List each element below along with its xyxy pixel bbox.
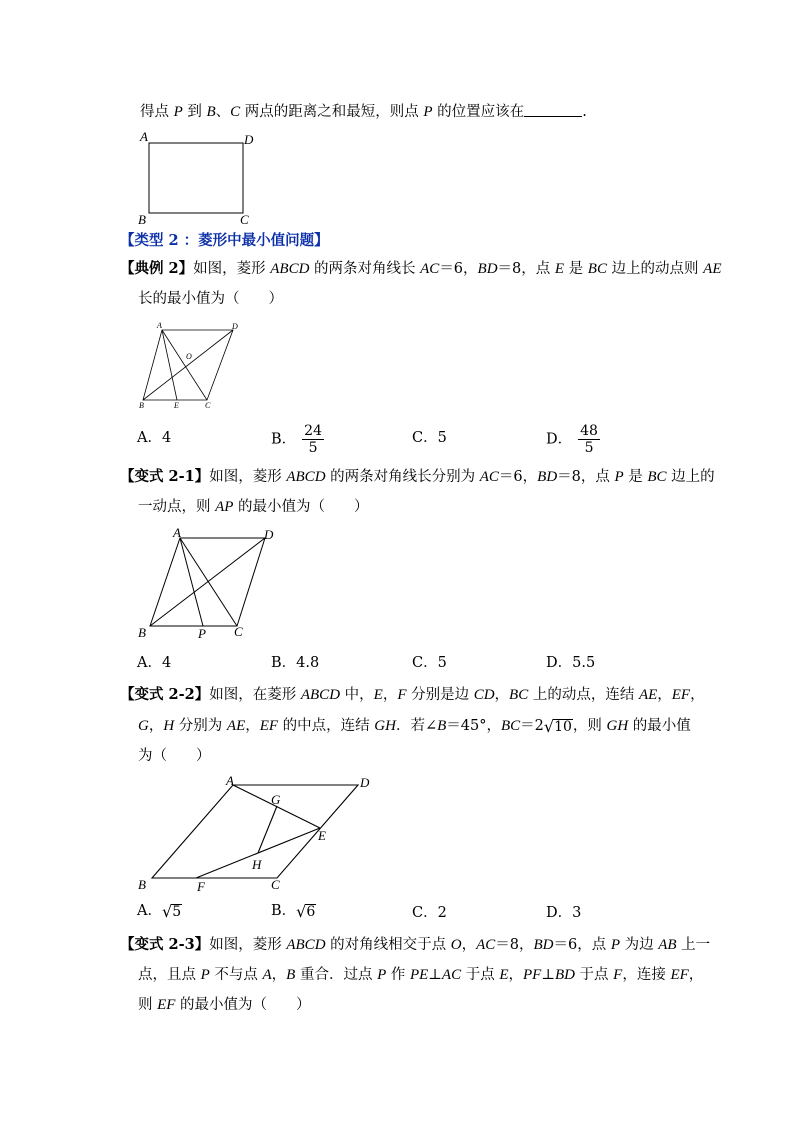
v21-option-a: A．4 <box>137 655 172 671</box>
label-C: C <box>240 212 249 227</box>
label-D: D <box>232 322 238 331</box>
rhombus-figure-ex2 <box>135 318 255 413</box>
label-A: A <box>226 773 234 788</box>
v21-option-d: D．5.5 <box>546 655 596 671</box>
label-H: H <box>252 857 262 872</box>
variant23-line3: 则 EF 的最小值为（ ） <box>138 997 311 1013</box>
label-F: F <box>197 879 205 894</box>
v21-option-c: C．5 <box>412 655 447 671</box>
section-title: 【类型 2 ：菱形中最小值问题】 <box>120 232 329 249</box>
label-P: P <box>198 626 206 641</box>
label-A: A <box>173 525 181 540</box>
v22-option-c: C．2 <box>412 905 447 921</box>
variant22-line2: G，H 分别为 AE，EF 的中点，连结 GH．若∠B＝45°，BC＝2 √ 10 ，则 GH 的最小值 <box>138 717 691 736</box>
variant23-line1: 【变式 2-3】如图，菱形 ABCD 的对角线相交于点 O，AC＝8，BD＝6，点 P 为边 AB 上一 <box>120 936 711 953</box>
variant21-line1: 【变式 2-1】如图，菱形 ABCD 的两条对角线长分别为 AC＝6，BD＝8，点 P 是 BC 边上的 <box>120 468 715 485</box>
rhombus-figure-v22 <box>130 770 380 895</box>
label-A: A <box>140 129 148 144</box>
label-D: D <box>244 132 254 147</box>
ex2-option-a: A．4 <box>137 430 172 446</box>
label-B: B <box>138 625 146 640</box>
sqrt-10: √ 10 <box>543 717 572 736</box>
rectangle-figure <box>130 128 270 228</box>
variant23-line2: 点，且点 P 不与点 A，B 重合．过点 P 作 PE⊥AC 于点 E，PF⊥BD 于点 F，连接 EF， <box>138 967 704 983</box>
intro-line: 得点 P 到 B、C 两点的距离之和最短，则点 P 的位置应该在 . <box>140 104 587 120</box>
label-E: E <box>318 828 326 843</box>
label-C: C <box>205 401 211 410</box>
label-C: C <box>271 877 280 892</box>
label-B: B <box>138 212 146 227</box>
v21-option-b: B．4.8 <box>271 655 320 671</box>
rhombus-figure-v21 <box>135 525 285 640</box>
label-G: G <box>271 792 281 807</box>
label-A: A <box>157 321 162 330</box>
variant22-line1: 【变式 2-2】如图，在菱形 ABCD 中，E，F 分别是边 CD，BC 上的动点，连结 AE，EF， <box>120 686 705 703</box>
v22-option-b: B． √ 6 <box>271 902 316 921</box>
ex2-option-d: D． $\frac{48}{5}$ <box>546 423 598 456</box>
answer-blank <box>524 104 582 117</box>
variant21-line2: 一动点，则 AP 的最小值为（ ） <box>138 499 369 515</box>
label-D: D <box>360 775 370 790</box>
ex2-option-b: B． $\frac{24}{5}$ <box>271 423 322 456</box>
label-B: B <box>138 877 146 892</box>
label-E: E <box>174 401 179 410</box>
label-C: C <box>234 624 243 639</box>
v22-option-d: D．3 <box>546 905 582 921</box>
example2-line2: 长的最小值为（ ） <box>138 291 283 307</box>
label-D: D <box>264 527 274 542</box>
variant22-line3: 为（ ） <box>138 748 211 764</box>
label-B: B <box>139 401 144 410</box>
ex2-option-c: C．5 <box>412 430 447 446</box>
v22-option-a: A． √ 5 <box>137 902 182 921</box>
label-O: O <box>186 352 192 361</box>
example2-line1: 【典例 2】如图，菱形 ABCD 的两条对角线长 AC＝6，BD＝8，点 E 是 BC 边上的动点则 AE <box>120 260 722 277</box>
